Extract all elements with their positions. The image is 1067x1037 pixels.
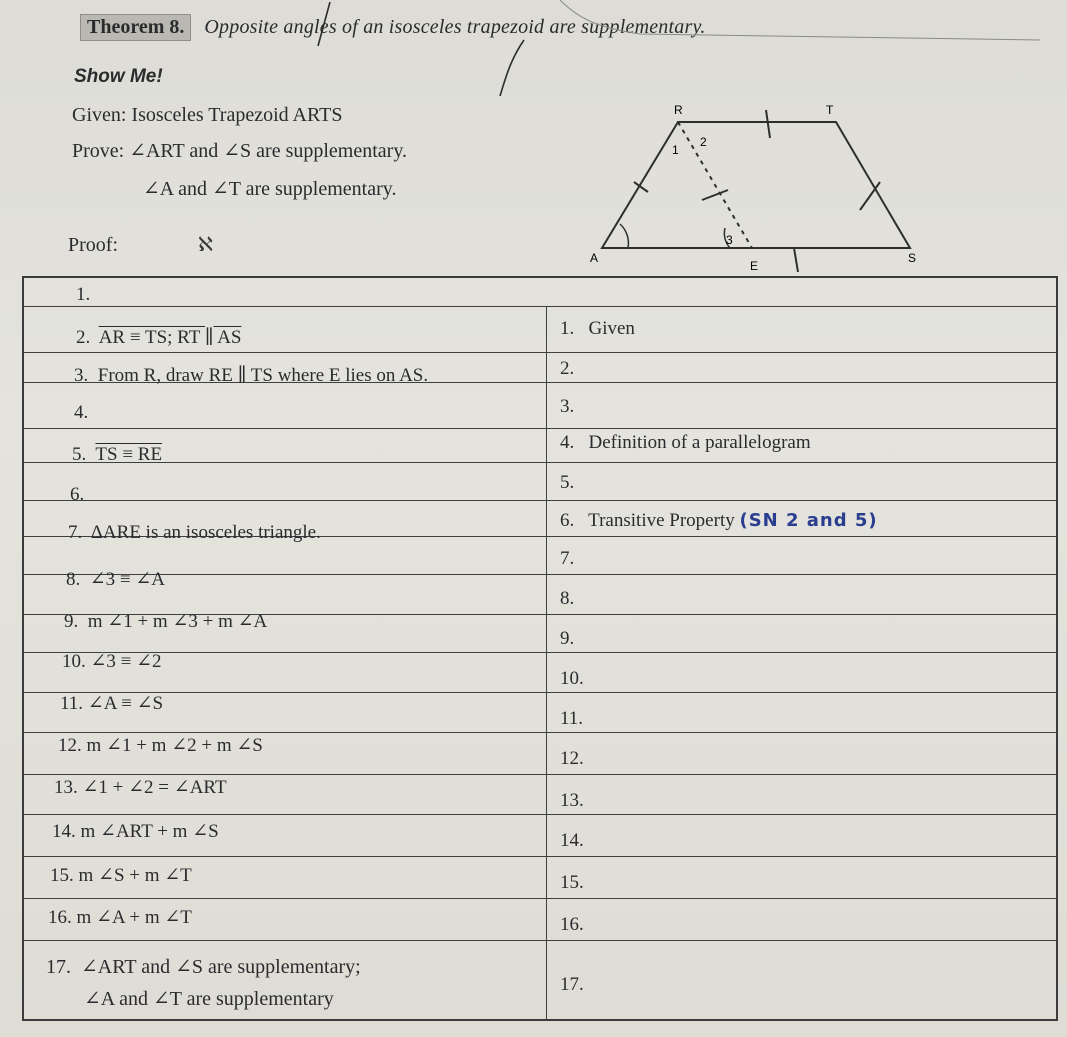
statement-row: 2. AR ≡ TS; RT ∥ AS [76,327,242,348]
reason-row: 16. [560,914,584,935]
vertex-e-label: E [750,259,759,273]
reason-row: 7. [560,548,575,569]
reason-row: 9. [560,628,575,649]
tick-mark [702,190,728,200]
statement-row: 7. ΔARE is an isosceles triangle. [68,522,321,543]
pen-strokes [0,0,1067,110]
prove-line-1: Prove: ∠ART and ∠S are supplementary. [72,140,408,162]
angle-1-label: 1 [672,143,679,157]
reason-row: 4. Definition of a parallelogram [560,432,811,453]
statement-row-continued: ∠A and ∠T are supplementary [84,988,334,1010]
angle-2-label: 2 [700,135,707,149]
tick-mark [860,182,880,210]
handwritten-mark: ℵ [198,234,213,256]
statement-row: 11. ∠A ≡ ∠S [60,693,164,714]
statement-row: 4. [74,402,89,423]
vertex-r-label: R [674,103,683,117]
column-divider [546,306,547,1019]
reason-row: 10. [560,668,584,689]
segment-re [678,122,752,248]
reason-row: 14. [560,830,584,851]
reason-row: 2. [560,358,575,379]
statement-row: 1. [76,284,91,305]
reason-row: 3. [560,396,575,417]
statement-row: 13. ∠1 + ∠2 = ∠ART [54,777,227,798]
vertex-a-label: A [590,251,599,265]
statement-row: 3. From R, draw RE ∥ TS where E lies on AS. [74,365,429,386]
tick-mark [766,110,770,138]
proof-label: Proof: [68,234,118,256]
reason-row: 17. [560,974,584,995]
statement-row: 9. m ∠1 + m ∠3 + m ∠A [64,611,268,632]
statement-row: 6. [70,484,85,505]
reason-row: 11. [560,708,584,729]
given-line: Given: Isosceles Trapezoid ARTS [72,104,343,126]
trapezoid-arts [602,122,910,248]
statement-row: 16. m ∠A + m ∠T [48,907,192,928]
trapezoid-diagram [580,100,940,280]
statement-row: 5. TS ≡ RE [72,444,163,465]
reason-row: 6. Transitive Property (SN 2 and 5) [560,510,878,531]
reason-row: 13. [560,790,584,811]
reason-row: 12. [560,748,584,769]
angle-a-arc [620,224,628,248]
handwritten-note: (SN 2 and 5) [739,510,878,531]
statement-row: 12. m ∠1 + m ∠2 + m ∠S [58,735,263,756]
prove-line-2: ∠A and ∠T are supplementary. [143,178,397,200]
vertex-s-label: S [908,251,917,265]
angle-3-label: 3 [726,233,733,247]
proof-table [22,276,1058,1021]
reason-row: 15. [560,872,584,893]
theorem-label: Theorem 8. [80,14,191,41]
reason-row: 1. Given [560,318,635,339]
reason-row: 8. [560,588,575,609]
statement-row: 8. ∠3 ≡ ∠A [66,569,166,590]
show-me-heading: Show Me! [74,66,163,87]
statement-row: 15. m ∠S + m ∠T [50,865,192,886]
vertex-t-label: T [826,103,834,117]
statement-row: 17. ∠ART and ∠S are supplementary; [46,956,361,978]
statement-row: 14. m ∠ART + m ∠S [52,821,219,842]
tick-mark [794,248,798,272]
theorem-statement: Opposite angles of an isosceles trapezoid are supplementary. [204,16,706,38]
reason-row: 5. [560,472,575,493]
statement-row: 10. ∠3 ≡ ∠2 [62,651,162,672]
